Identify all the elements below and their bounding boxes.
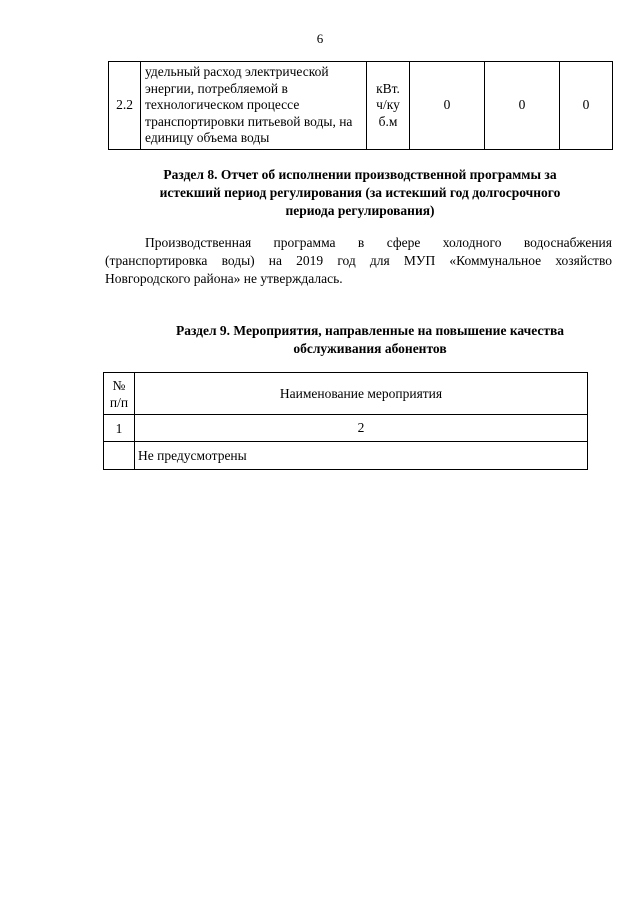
page-number: 6 [316, 31, 324, 46]
heading-line: периода регулирования) [285, 203, 435, 218]
heading-line: Раздел 9. Мероприятия, направленные на повышение качества [175, 323, 565, 338]
header-name-cell: Наименование мероприятия [135, 373, 588, 415]
measure-cell: Не предусмотрены [135, 442, 588, 470]
header-number-line-1: № [112, 377, 126, 393]
indicator-table-fragment [108, 61, 613, 150]
unit-line-1: кВт. [376, 80, 400, 96]
row-number: 2.2 [109, 62, 141, 150]
table-row [109, 62, 613, 150]
section-8-paragraph [105, 234, 612, 288]
index-cell-2: 2 [135, 415, 588, 442]
heading-line: Раздел 8. Отчет об исполнении производственной программы за [163, 167, 557, 182]
table-header-row [104, 373, 588, 415]
header-number-cell [104, 373, 135, 415]
section-8-heading [110, 166, 610, 220]
measures-table [103, 372, 588, 470]
value-cell-3: 0 [560, 62, 613, 150]
value-cell-1: 0 [410, 62, 485, 150]
value-cell-2: 0 [485, 62, 560, 150]
table-row [104, 442, 588, 470]
empty-number-cell [104, 442, 135, 470]
section-9-heading [130, 322, 610, 358]
unit-line-3: б.м [378, 113, 398, 129]
heading-line: обслуживания абонентов [293, 341, 447, 356]
header-number-line-2: п/п [109, 394, 129, 410]
unit-cell [367, 62, 410, 150]
index-cell-1: 1 [104, 415, 135, 442]
paragraph-text: Производственная программа в сфере холодного водоснабжения (транспортировка воды) на 2019 год для МУП «Коммунальное хозяйство Новгородского района» не утверждалась. [105, 235, 612, 286]
indicator-name: удельный расход электрической энергии, потребляемой в технологическом процессе транспортировки питьевой воды, на единицу объема воды [141, 62, 367, 150]
unit-line-2: ч/ку [376, 97, 400, 112]
table-index-row [104, 415, 588, 442]
heading-line: истекший период регулирования (за истекший год долгосрочного [159, 185, 561, 200]
